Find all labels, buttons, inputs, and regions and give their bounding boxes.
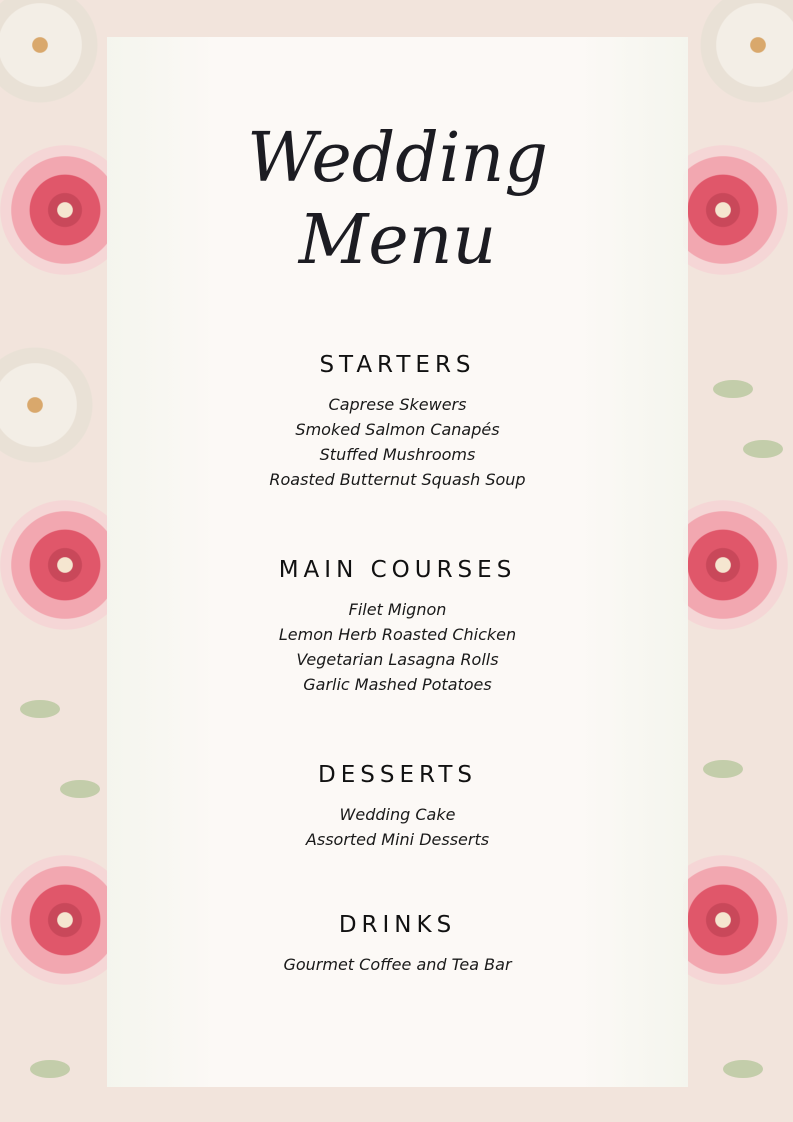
section-heading: MAIN COURSES: [278, 557, 517, 583]
section-desserts: [107, 762, 688, 852]
menu-item: Lemon Herb Roasted Chicken: [278, 625, 517, 644]
floral-border-right: [683, 0, 793, 1122]
menu-title: [107, 118, 688, 282]
menu-item: Garlic Mashed Potatoes: [303, 675, 492, 694]
section-heading: STARTERS: [319, 352, 476, 378]
menu-item: Caprese Skewers: [328, 395, 467, 414]
menu-item: Assorted Mini Desserts: [305, 830, 490, 849]
title-line-1: Wedding: [247, 119, 548, 198]
menu-item: Smoked Salmon Canapés: [295, 420, 500, 439]
menu-item: Filet Mignon: [348, 600, 447, 619]
menu-item: Roasted Butternut Squash Soup: [269, 470, 526, 489]
menu-item: Gourmet Coffee and Tea Bar: [283, 955, 512, 974]
section-drinks: [107, 912, 688, 977]
section-heading: DESSERTS: [318, 762, 477, 788]
section-main-courses: [107, 557, 688, 697]
section-starters: [107, 352, 688, 492]
menu-item: Stuffed Mushrooms: [319, 445, 476, 464]
menu-item: Wedding Cake: [339, 805, 456, 824]
menu-item: Vegetarian Lasagna Rolls: [296, 650, 499, 669]
title-line-2: Menu: [298, 201, 497, 280]
section-heading: DRINKS: [338, 912, 457, 938]
floral-border-left: [0, 0, 110, 1122]
